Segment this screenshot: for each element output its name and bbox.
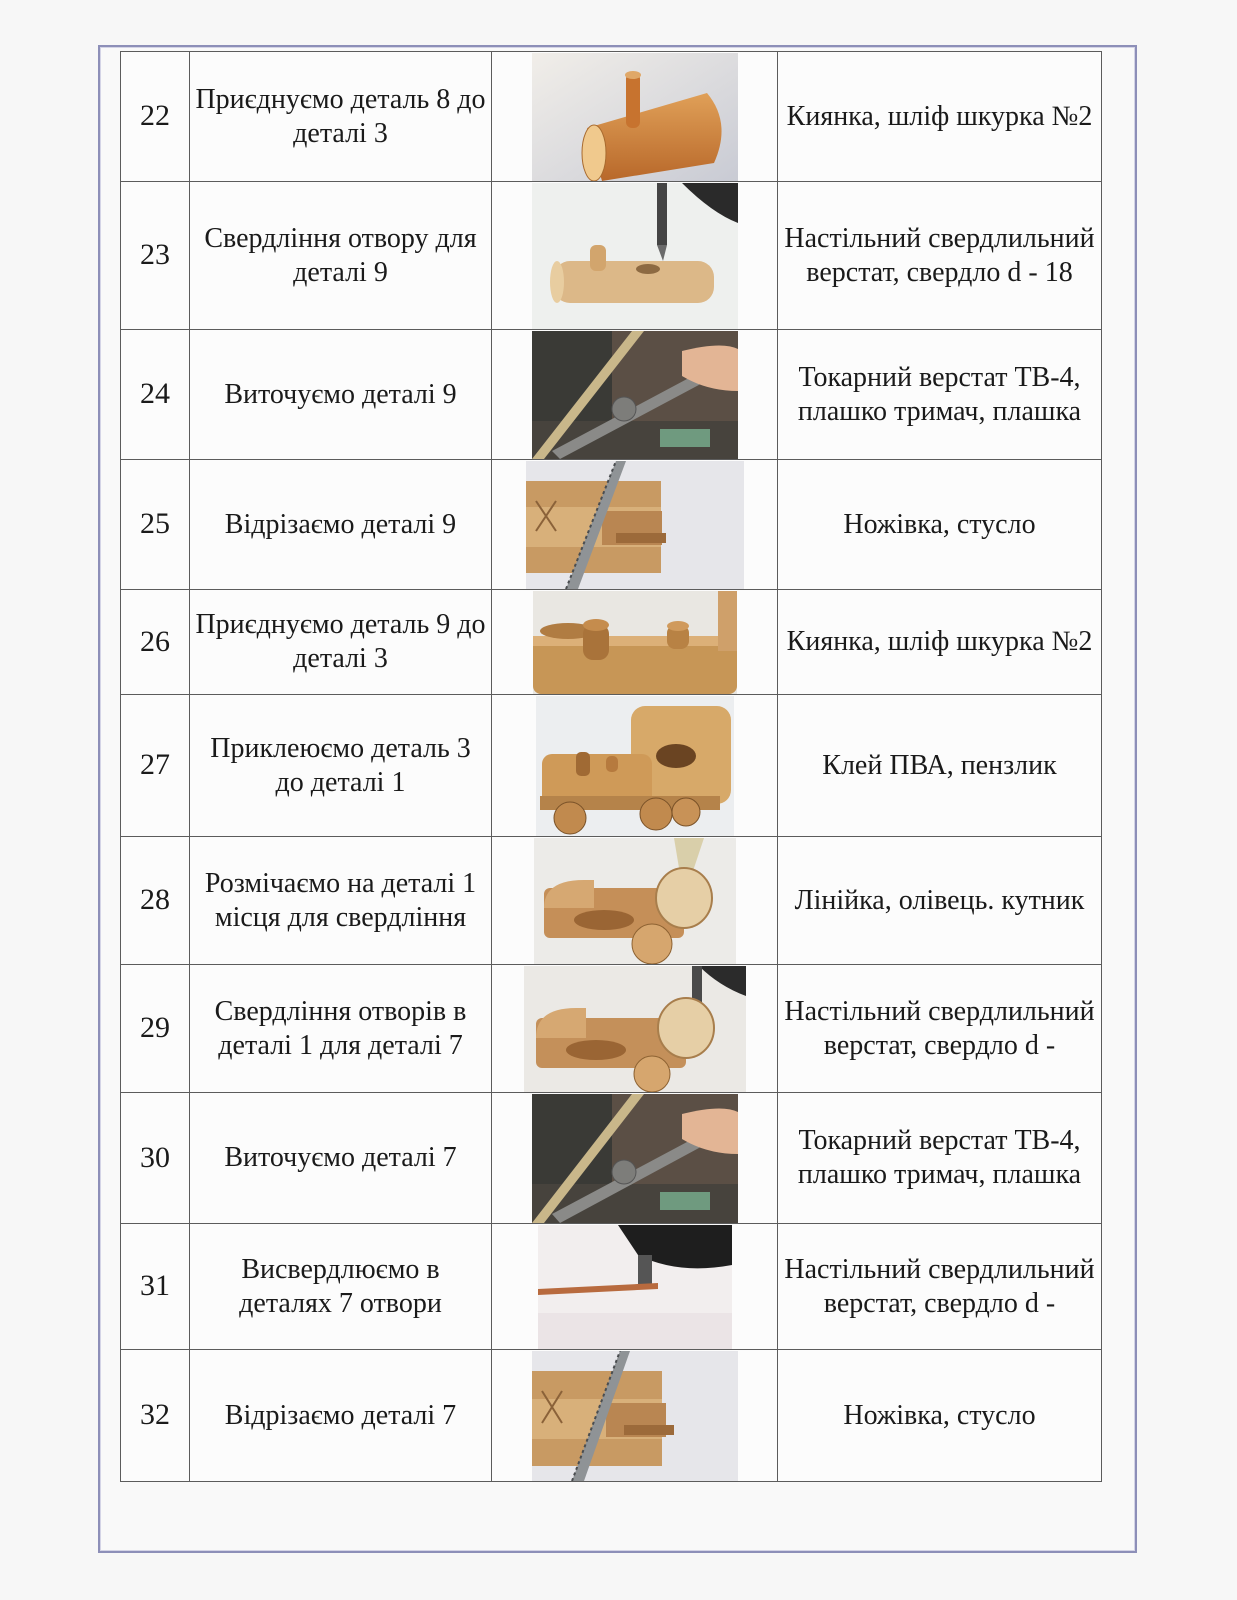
table-row xyxy=(121,182,1102,330)
step-tools: Настільний свердлильний верстат, свердло d - 18 xyxy=(778,182,1102,330)
step-photo-cell xyxy=(492,695,778,837)
step-description: Відрізаємо деталі 7 xyxy=(190,1350,492,1482)
table-row xyxy=(121,460,1102,590)
step-description: Висвердлюємо в деталях 7 отвори xyxy=(190,1224,492,1350)
table-row xyxy=(121,330,1102,460)
step-description: Приєднуємо деталь 9 до деталі 3 xyxy=(190,590,492,695)
step-tools: Киянка, шліф шкурка №2 xyxy=(778,52,1102,182)
step-tools: Клей ПВА, пензлик xyxy=(778,695,1102,837)
step-tools: Настільний свердлильний верстат, свердло d - xyxy=(778,1224,1102,1350)
step-number: 26 xyxy=(121,590,190,695)
table-row xyxy=(121,52,1102,182)
saw-miter-box-photo xyxy=(532,1351,738,1481)
peg-in-log-photo xyxy=(532,53,738,181)
step-photo-cell xyxy=(492,1350,778,1482)
step-description: Виточуємо деталі 9 xyxy=(190,330,492,460)
lathe-die-holder-photo xyxy=(532,1094,738,1223)
step-number: 31 xyxy=(121,1224,190,1350)
step-description: Виточуємо деталі 7 xyxy=(190,1093,492,1224)
saw-miter-box-photo xyxy=(526,461,744,589)
lathe-die-holder-photo xyxy=(532,331,738,459)
table-row xyxy=(121,1350,1102,1482)
step-photo-cell xyxy=(492,590,778,695)
step-number: 29 xyxy=(121,965,190,1093)
step-description: Приєднуємо деталь 8 до деталі 3 xyxy=(190,52,492,182)
drilling-log-photo xyxy=(532,183,738,329)
wooden-locomotive-photo xyxy=(536,696,734,836)
table-row xyxy=(121,590,1102,695)
step-photo-cell xyxy=(492,52,778,182)
table-row xyxy=(121,1093,1102,1224)
step-description: Свердління отвору для деталі 9 xyxy=(190,182,492,330)
drilling-rod-photo xyxy=(538,1225,732,1349)
step-photo-cell xyxy=(492,182,778,330)
step-tools: Киянка, шліф шкурка №2 xyxy=(778,590,1102,695)
step-number: 22 xyxy=(121,52,190,182)
table-row xyxy=(121,695,1102,837)
step-description: Відрізаємо деталі 9 xyxy=(190,460,492,590)
drilling-base-photo xyxy=(524,966,746,1092)
step-description: Свердління отворів в деталі 1 для деталі 7 xyxy=(190,965,492,1093)
table-row xyxy=(121,837,1102,965)
step-photo-cell xyxy=(492,1093,778,1224)
step-photo-cell xyxy=(492,837,778,965)
step-description: Приклеюємо деталь 3 до деталі 1 xyxy=(190,695,492,837)
step-tools: Токарний верстат ТВ-4, плашко тримач, плашка xyxy=(778,1093,1102,1224)
marking-base-photo xyxy=(534,838,736,964)
log-with-pegs-photo xyxy=(533,591,737,694)
step-number: 23 xyxy=(121,182,190,330)
table-row xyxy=(121,1224,1102,1350)
step-number: 32 xyxy=(121,1350,190,1482)
step-tools: Ножівка, стусло xyxy=(778,460,1102,590)
step-number: 27 xyxy=(121,695,190,837)
step-description: Розмічаємо на деталі 1 місця для свердління xyxy=(190,837,492,965)
step-photo-cell xyxy=(492,460,778,590)
step-tools: Лінійка, олівець. кутник xyxy=(778,837,1102,965)
process-table xyxy=(120,51,1102,1482)
step-number: 24 xyxy=(121,330,190,460)
step-photo-cell xyxy=(492,330,778,460)
step-tools: Токарний верстат ТВ-4, плашко тримач, плашка xyxy=(778,330,1102,460)
step-tools: Настільний свердлильний верстат, свердло d - xyxy=(778,965,1102,1093)
step-photo-cell xyxy=(492,965,778,1093)
table-row xyxy=(121,965,1102,1093)
step-number: 28 xyxy=(121,837,190,965)
step-number: 30 xyxy=(121,1093,190,1224)
step-photo-cell xyxy=(492,1224,778,1350)
step-tools: Ножівка, стусло xyxy=(778,1350,1102,1482)
step-number: 25 xyxy=(121,460,190,590)
